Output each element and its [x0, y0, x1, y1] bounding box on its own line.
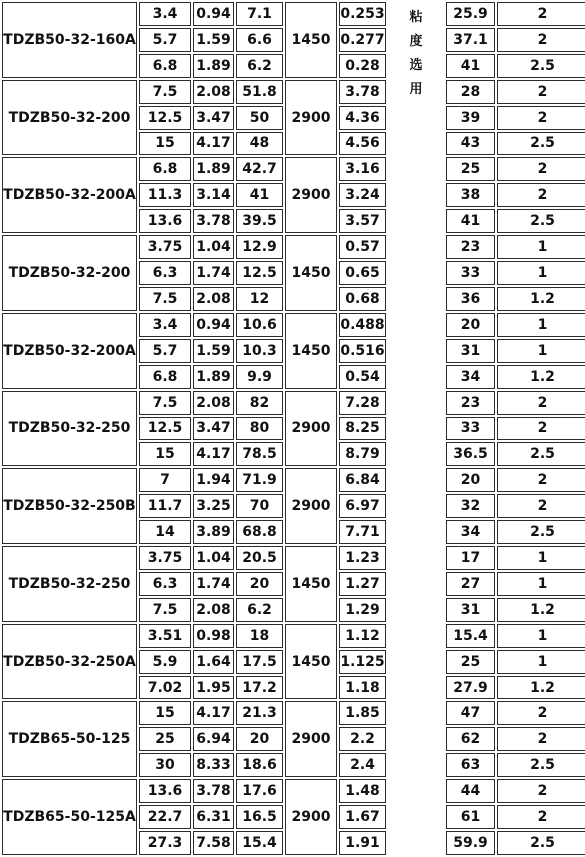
npsh-cell: 36.5 — [446, 442, 495, 466]
flow-m3h-cell: 6.8 — [139, 54, 191, 78]
power-cell: 0.54 — [339, 365, 386, 389]
flow-ls-cell: 1.95 — [193, 676, 234, 700]
table-row — [2, 157, 585, 181]
speed-cell: 2900 — [285, 468, 337, 544]
flow-m3h-cell: 7.5 — [139, 598, 191, 622]
margin-cell: 2 — [497, 157, 585, 181]
head-cell: 20 — [236, 572, 283, 596]
margin-cell: 1.2 — [497, 598, 585, 622]
power-cell: 1.18 — [339, 676, 386, 700]
power-cell: 4.56 — [339, 132, 386, 156]
npsh-cell: 34 — [446, 365, 495, 389]
npsh-cell: 44 — [446, 779, 495, 803]
power-cell: 8.25 — [339, 417, 386, 441]
table-row — [2, 624, 585, 648]
margin-cell: 1 — [497, 572, 585, 596]
power-cell: 3.57 — [339, 209, 386, 233]
flow-m3h-cell: 15 — [139, 701, 191, 725]
flow-ls-cell: 1.94 — [193, 468, 234, 492]
table-row — [2, 701, 585, 725]
model-cell: TDZB50-32-200A — [2, 313, 137, 389]
npsh-cell: 28 — [446, 80, 495, 104]
margin-cell: 2.5 — [497, 520, 585, 544]
flow-m3h-cell: 11.7 — [139, 494, 191, 518]
power-cell: 1.125 — [339, 650, 386, 674]
head-cell: 18 — [236, 624, 283, 648]
head-cell: 6.2 — [236, 598, 283, 622]
model-cell: TDZB50-32-250 — [2, 391, 137, 467]
head-cell: 80 — [236, 417, 283, 441]
flow-m3h-cell: 22.7 — [139, 805, 191, 829]
margin-cell: 2 — [497, 701, 585, 725]
head-cell: 10.6 — [236, 313, 283, 337]
flow-ls-cell: 4.17 — [193, 442, 234, 466]
flow-m3h-cell: 15 — [139, 442, 191, 466]
margin-cell: 1.2 — [497, 676, 585, 700]
npsh-cell: 20 — [446, 313, 495, 337]
power-cell: 3.16 — [339, 157, 386, 181]
margin-cell: 1 — [497, 235, 585, 259]
head-cell: 18.6 — [236, 753, 283, 777]
flow-ls-cell: 1.74 — [193, 572, 234, 596]
flow-ls-cell: 8.33 — [193, 753, 234, 777]
npsh-cell: 38 — [446, 183, 495, 207]
head-cell: 20 — [236, 727, 283, 751]
margin-cell: 2 — [497, 468, 585, 492]
power-cell: 2.4 — [339, 753, 386, 777]
head-cell: 16.5 — [236, 805, 283, 829]
npsh-cell: 47 — [446, 701, 495, 725]
power-cell: 7.71 — [339, 520, 386, 544]
head-cell: 68.8 — [236, 520, 283, 544]
margin-cell: 1.2 — [497, 287, 585, 311]
table-row — [2, 80, 585, 104]
flow-ls-cell: 3.89 — [193, 520, 234, 544]
head-cell: 70 — [236, 494, 283, 518]
margin-cell: 1 — [497, 650, 585, 674]
flow-m3h-cell: 12.5 — [139, 106, 191, 130]
head-cell: 17.2 — [236, 676, 283, 700]
flow-m3h-cell: 6.8 — [139, 157, 191, 181]
flow-m3h-cell: 5.7 — [139, 28, 191, 52]
pump-spec-table-body — [2, 2, 585, 855]
margin-cell: 2 — [497, 727, 585, 751]
flow-ls-cell: 1.59 — [193, 339, 234, 363]
margin-cell: 2 — [497, 494, 585, 518]
margin-cell: 2.5 — [497, 753, 585, 777]
head-cell: 12 — [236, 287, 283, 311]
flow-m3h-cell: 7.5 — [139, 287, 191, 311]
npsh-cell: 15.4 — [446, 624, 495, 648]
power-cell: 1.67 — [339, 805, 386, 829]
flow-ls-cell: 4.17 — [193, 132, 234, 156]
power-cell: 1.48 — [339, 779, 386, 803]
head-cell: 10.3 — [236, 339, 283, 363]
power-cell: 1.29 — [339, 598, 386, 622]
npsh-cell: 20 — [446, 468, 495, 492]
flow-m3h-cell: 3.4 — [139, 313, 191, 337]
table-row — [2, 468, 585, 492]
margin-cell: 2.5 — [497, 132, 585, 156]
npsh-cell: 41 — [446, 209, 495, 233]
table-row — [2, 391, 585, 415]
flow-ls-cell: 1.04 — [193, 235, 234, 259]
margin-cell: 2.5 — [497, 54, 585, 78]
table-row — [2, 779, 585, 803]
head-cell: 78.5 — [236, 442, 283, 466]
flow-m3h-cell: 30 — [139, 753, 191, 777]
flow-ls-cell: 3.47 — [193, 106, 234, 130]
model-cell: TDZB50-32-200 — [2, 80, 137, 156]
flow-ls-cell: 1.59 — [193, 28, 234, 52]
flow-ls-cell: 1.04 — [193, 546, 234, 570]
flow-ls-cell: 0.98 — [193, 624, 234, 648]
flow-ls-cell: 3.25 — [193, 494, 234, 518]
model-cell: TDZB50-32-200 — [2, 235, 137, 311]
margin-cell: 2 — [497, 779, 585, 803]
margin-cell: 2 — [497, 417, 585, 441]
flow-ls-cell: 2.08 — [193, 287, 234, 311]
npsh-cell: 27.9 — [446, 676, 495, 700]
power-cell: 6.84 — [339, 468, 386, 492]
viscosity-select-label — [388, 2, 444, 855]
flow-m3h-cell: 6.3 — [139, 572, 191, 596]
head-cell: 12.9 — [236, 235, 283, 259]
flow-ls-cell: 7.58 — [193, 831, 234, 855]
npsh-cell: 25.9 — [446, 2, 495, 26]
speed-cell: 1450 — [285, 546, 337, 622]
power-cell: 0.516 — [339, 339, 386, 363]
npsh-cell: 39 — [446, 106, 495, 130]
speed-cell: 1450 — [285, 624, 337, 700]
flow-m3h-cell: 27.3 — [139, 831, 191, 855]
speed-cell: 2900 — [285, 391, 337, 467]
flow-m3h-cell: 3.51 — [139, 624, 191, 648]
head-cell: 21.3 — [236, 701, 283, 725]
viscosity-label-char: 用 — [409, 82, 423, 97]
margin-cell: 2 — [497, 2, 585, 26]
flow-m3h-cell: 12.5 — [139, 417, 191, 441]
flow-ls-cell: 2.08 — [193, 391, 234, 415]
power-cell: 4.36 — [339, 106, 386, 130]
npsh-cell: 31 — [446, 339, 495, 363]
head-cell: 71.9 — [236, 468, 283, 492]
flow-ls-cell: 2.08 — [193, 80, 234, 104]
margin-cell: 2 — [497, 183, 585, 207]
npsh-cell: 63 — [446, 753, 495, 777]
flow-ls-cell: 1.89 — [193, 54, 234, 78]
head-cell: 15.4 — [236, 831, 283, 855]
head-cell: 7.1 — [236, 2, 283, 26]
npsh-cell: 41 — [446, 54, 495, 78]
margin-cell: 1 — [497, 313, 585, 337]
flow-m3h-cell: 25 — [139, 727, 191, 751]
power-cell: 0.68 — [339, 287, 386, 311]
margin-cell: 2 — [497, 28, 585, 52]
power-cell: 0.277 — [339, 28, 386, 52]
table-row — [2, 546, 585, 570]
flow-ls-cell: 2.08 — [193, 598, 234, 622]
head-cell: 50 — [236, 106, 283, 130]
speed-cell: 2900 — [285, 779, 337, 855]
viscosity-label-char: 粘 — [409, 10, 423, 25]
npsh-cell: 33 — [446, 261, 495, 285]
npsh-cell: 31 — [446, 598, 495, 622]
model-cell: TDZB50-32-250 — [2, 546, 137, 622]
power-cell: 6.97 — [339, 494, 386, 518]
power-cell: 0.488 — [339, 313, 386, 337]
margin-cell: 1 — [497, 339, 585, 363]
head-cell: 6.2 — [236, 54, 283, 78]
speed-cell: 1450 — [285, 235, 337, 311]
flow-ls-cell: 6.31 — [193, 805, 234, 829]
flow-ls-cell: 6.94 — [193, 727, 234, 751]
head-cell: 6.6 — [236, 28, 283, 52]
power-cell: 0.57 — [339, 235, 386, 259]
margin-cell: 2 — [497, 80, 585, 104]
power-cell: 8.79 — [339, 442, 386, 466]
viscosity-label-char: 度 — [409, 34, 423, 49]
head-cell: 42.7 — [236, 157, 283, 181]
npsh-cell: 43 — [446, 132, 495, 156]
flow-m3h-cell: 6.3 — [139, 261, 191, 285]
margin-cell: 2 — [497, 391, 585, 415]
speed-cell: 2900 — [285, 80, 337, 156]
power-cell: 1.85 — [339, 701, 386, 725]
margin-cell: 2 — [497, 805, 585, 829]
head-cell: 20.5 — [236, 546, 283, 570]
power-cell: 0.253 — [339, 2, 386, 26]
flow-m3h-cell: 3.75 — [139, 235, 191, 259]
npsh-cell: 25 — [446, 650, 495, 674]
npsh-cell: 34 — [446, 520, 495, 544]
flow-m3h-cell: 6.8 — [139, 365, 191, 389]
npsh-cell: 25 — [446, 157, 495, 181]
speed-cell: 1450 — [285, 313, 337, 389]
flow-ls-cell: 1.89 — [193, 365, 234, 389]
margin-cell: 1 — [497, 546, 585, 570]
npsh-cell: 17 — [446, 546, 495, 570]
flow-ls-cell: 3.78 — [193, 779, 234, 803]
flow-m3h-cell: 3.4 — [139, 2, 191, 26]
flow-m3h-cell: 13.6 — [139, 779, 191, 803]
speed-cell: 2900 — [285, 157, 337, 233]
margin-cell: 2.5 — [497, 442, 585, 466]
flow-ls-cell: 1.89 — [193, 157, 234, 181]
model-cell: TDZB50-32-200A — [2, 157, 137, 233]
flow-m3h-cell: 3.75 — [139, 546, 191, 570]
power-cell: 3.78 — [339, 80, 386, 104]
head-cell: 82 — [236, 391, 283, 415]
table-row — [2, 235, 585, 259]
npsh-cell: 62 — [446, 727, 495, 751]
table-row — [2, 2, 585, 26]
npsh-cell: 33 — [446, 417, 495, 441]
margin-cell: 1.2 — [497, 365, 585, 389]
model-cell: TDZB65-50-125 — [2, 701, 137, 777]
model-cell: TDZB50-32-160A — [2, 2, 137, 78]
flow-m3h-cell: 11.3 — [139, 183, 191, 207]
flow-ls-cell: 3.78 — [193, 209, 234, 233]
npsh-cell: 36 — [446, 287, 495, 311]
power-cell: 1.27 — [339, 572, 386, 596]
flow-m3h-cell: 7.02 — [139, 676, 191, 700]
power-cell: 0.65 — [339, 261, 386, 285]
head-cell: 48 — [236, 132, 283, 156]
npsh-cell: 23 — [446, 235, 495, 259]
margin-cell: 2.5 — [497, 831, 585, 855]
flow-m3h-cell: 13.6 — [139, 209, 191, 233]
npsh-cell: 61 — [446, 805, 495, 829]
head-cell: 39.5 — [236, 209, 283, 233]
head-cell: 9.9 — [236, 365, 283, 389]
flow-ls-cell: 1.64 — [193, 650, 234, 674]
flow-m3h-cell: 15 — [139, 132, 191, 156]
flow-ls-cell: 0.94 — [193, 2, 234, 26]
head-cell: 12.5 — [236, 261, 283, 285]
flow-m3h-cell: 7.5 — [139, 80, 191, 104]
flow-m3h-cell: 7.5 — [139, 391, 191, 415]
power-cell: 7.28 — [339, 391, 386, 415]
head-cell: 17.6 — [236, 779, 283, 803]
speed-cell: 1450 — [285, 2, 337, 78]
power-cell: 1.12 — [339, 624, 386, 648]
power-cell: 0.28 — [339, 54, 386, 78]
power-cell: 1.23 — [339, 546, 386, 570]
flow-ls-cell: 1.74 — [193, 261, 234, 285]
head-cell: 17.5 — [236, 650, 283, 674]
flow-m3h-cell: 14 — [139, 520, 191, 544]
power-cell: 1.91 — [339, 831, 386, 855]
npsh-cell: 27 — [446, 572, 495, 596]
model-cell: TDZB50-32-250A — [2, 624, 137, 700]
margin-cell: 2.5 — [497, 209, 585, 233]
flow-m3h-cell: 5.9 — [139, 650, 191, 674]
power-cell: 2.2 — [339, 727, 386, 751]
margin-cell: 1 — [497, 624, 585, 648]
flow-m3h-cell: 5.7 — [139, 339, 191, 363]
flow-ls-cell: 3.47 — [193, 417, 234, 441]
margin-cell: 1 — [497, 261, 585, 285]
power-cell: 3.24 — [339, 183, 386, 207]
flow-ls-cell: 4.17 — [193, 701, 234, 725]
npsh-cell: 23 — [446, 391, 495, 415]
npsh-cell: 32 — [446, 494, 495, 518]
head-cell: 51.8 — [236, 80, 283, 104]
model-cell: TDZB50-32-250B — [2, 468, 137, 544]
model-cell: TDZB65-50-125A — [2, 779, 137, 855]
flow-ls-cell: 0.94 — [193, 313, 234, 337]
npsh-cell: 37.1 — [446, 28, 495, 52]
npsh-cell: 59.9 — [446, 831, 495, 855]
table-row — [2, 313, 585, 337]
speed-cell: 2900 — [285, 701, 337, 777]
flow-m3h-cell: 7 — [139, 468, 191, 492]
head-cell: 41 — [236, 183, 283, 207]
viscosity-label-char: 选 — [409, 58, 423, 73]
flow-ls-cell: 3.14 — [193, 183, 234, 207]
margin-cell: 2 — [497, 106, 585, 130]
